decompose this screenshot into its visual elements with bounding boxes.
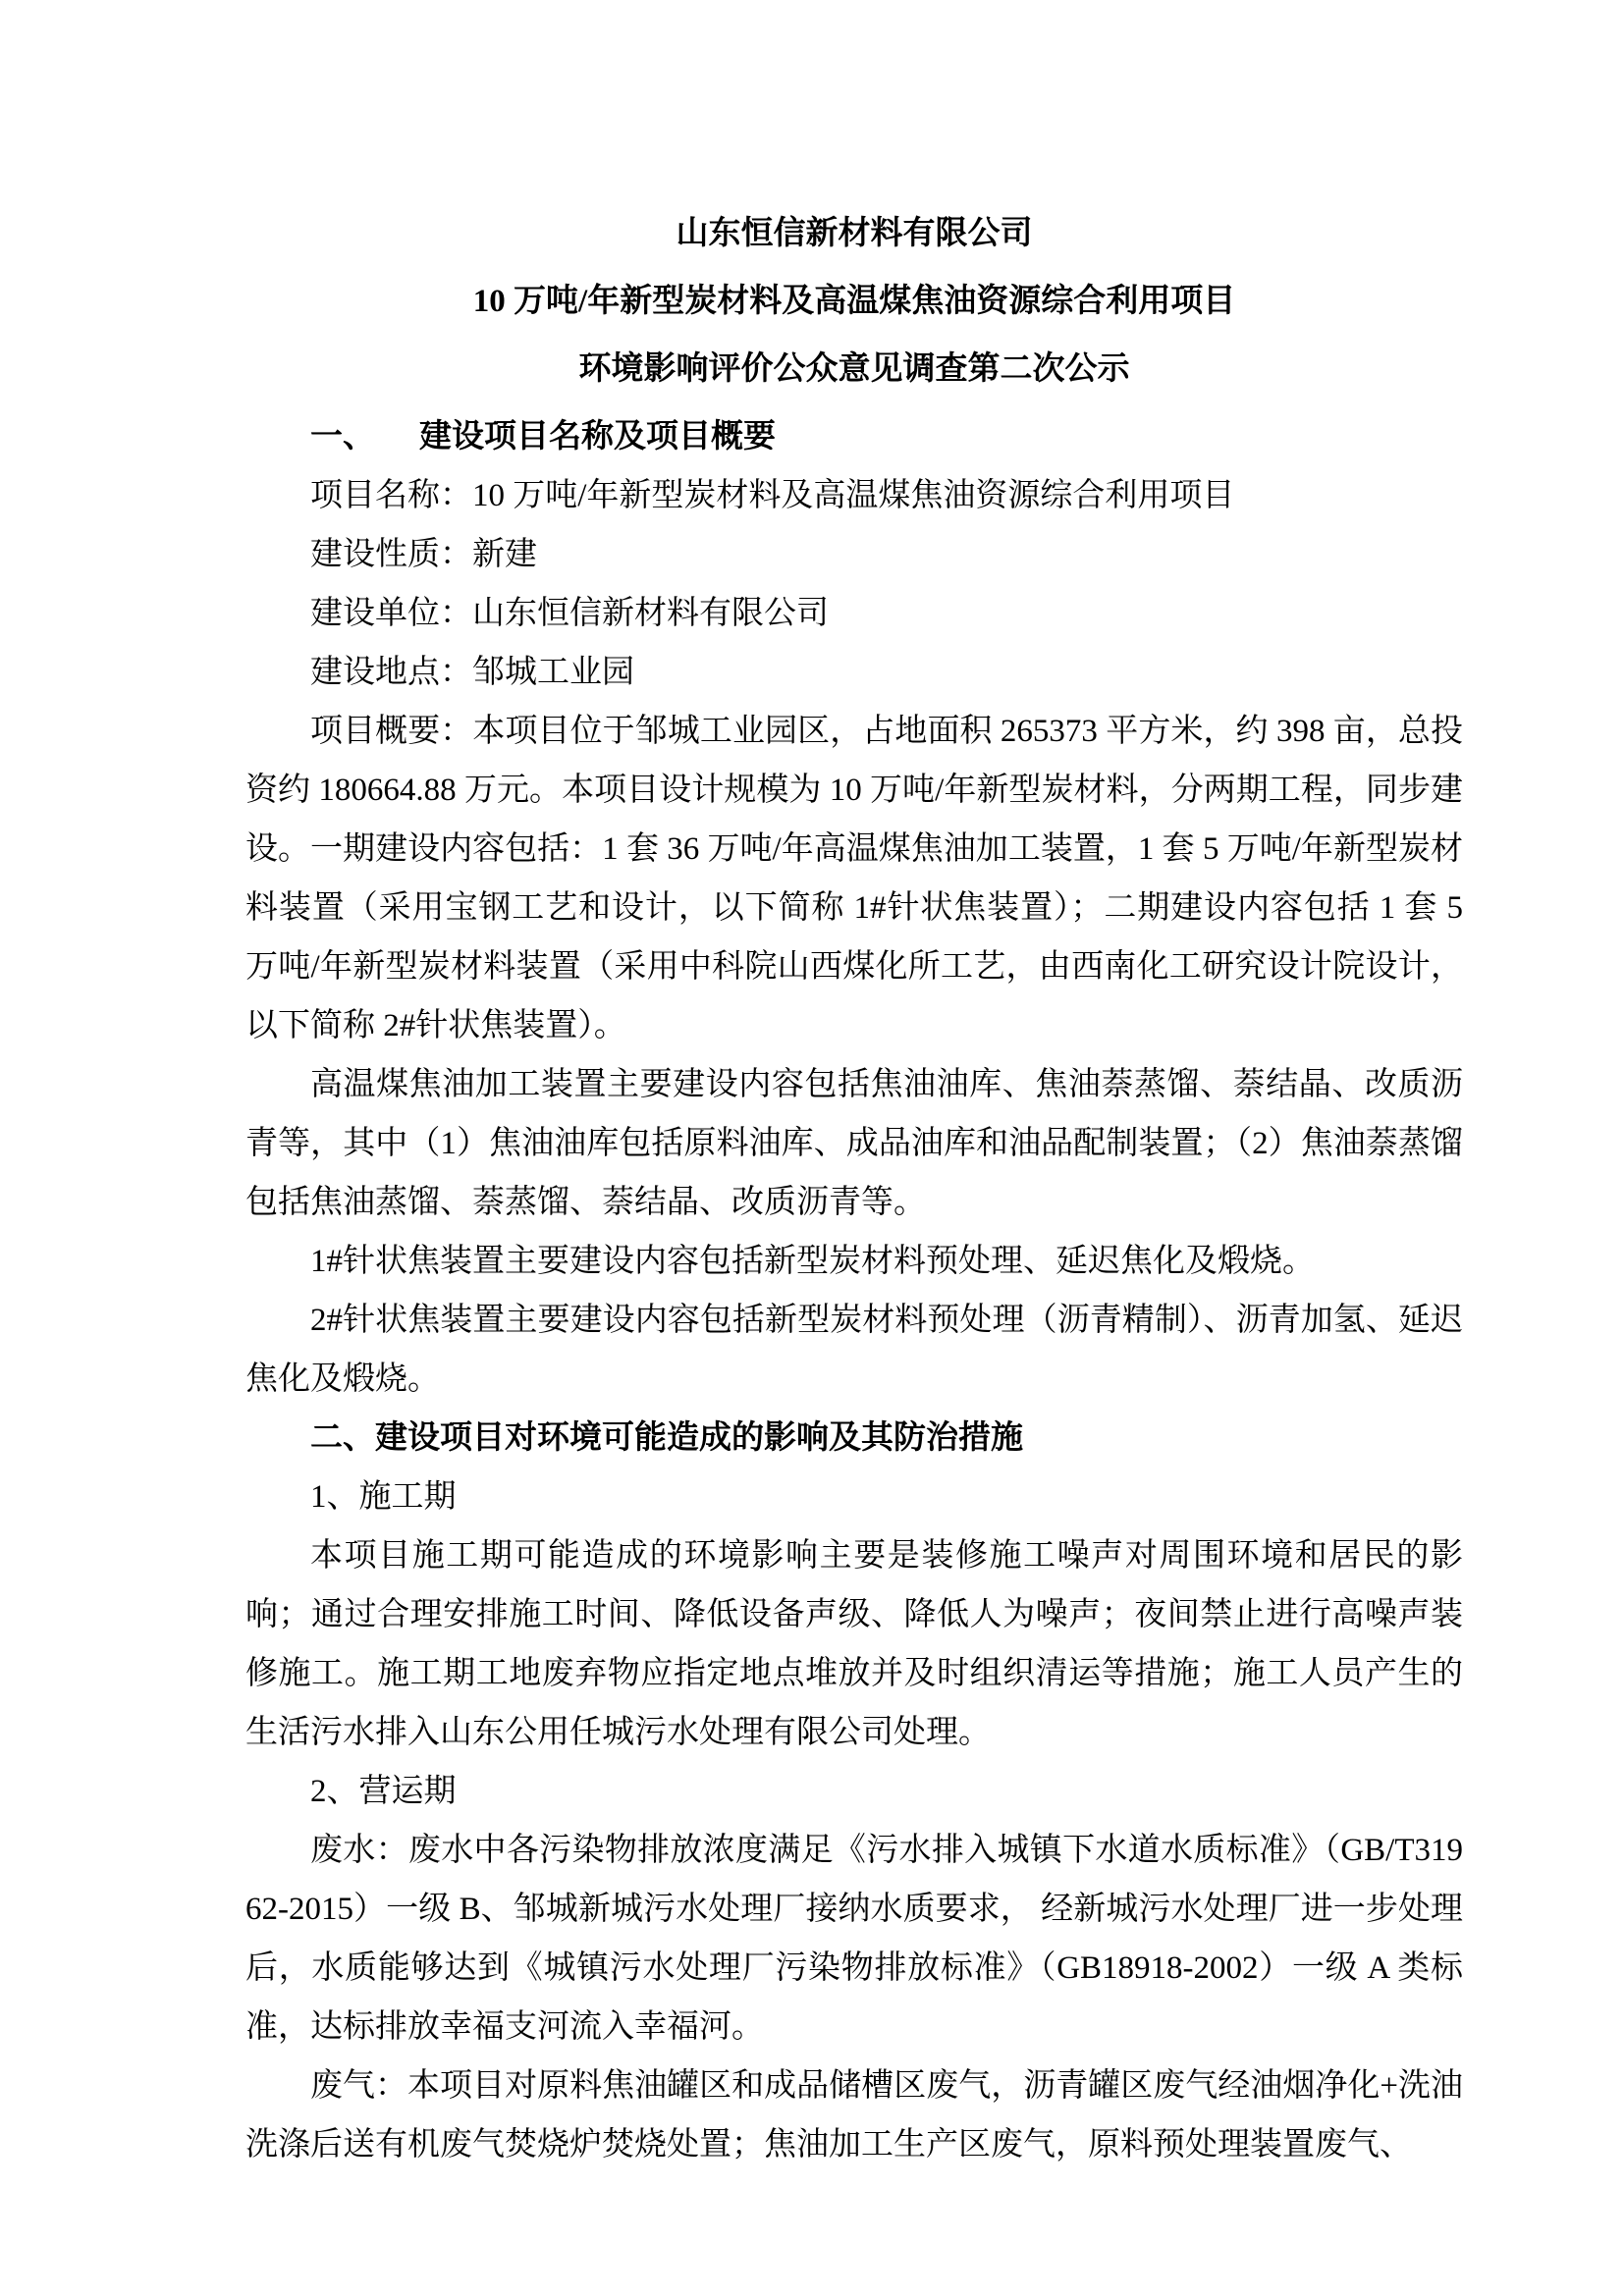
para-tar-processing: 高温煤焦油加工装置主要建设内容包括焦油油库、焦油萘蒸馏、萘结晶、改质沥青等，其中（1）焦油油库包括原料油库、成品油库和油品配制装置；（2）焦油萘蒸馏包括焦油蒸馏、萘蒸馏、萘结晶、改质沥青等。	[245, 1067, 1463, 1220]
para-waste-gas-text: 废气：本项目对原料焦油罐区和成品储槽区废气，沥青罐区废气经油烟净化+洗油洗涤后送有机废气焚烧炉焚烧处置；焦油加工生产区废气，原料预处理装置废气、	[245, 2068, 1463, 2163]
company-title: 山东恒信新材料有限公司	[676, 216, 1033, 251]
para-construction-period-text: 本项目施工期可能造成的环境影响主要是装修施工噪声对周围环境和居民的影响；通过合理安排施工时间、降低设备声级、降低人为噪声；夜间禁止进行高噪声装修施工。施工期工地废弃物应指定地点堆放并及时组织清运等措施；施工人员产生的生活污水排入山东公用任城污水处理有限公司处理。	[245, 1538, 1463, 1750]
para-needle-coke-1: 1#针状焦装置主要建设内容包括新型炭材料预处理、延迟焦化及煅烧。	[310, 1244, 1315, 1279]
para-project-name: 项目名称：10 万吨/年新型炭材料及高温煤焦油资源综合利用项目	[310, 478, 1235, 513]
section1-heading-title: 建设项目名称及项目概要	[419, 419, 776, 454]
para-operation-period-label: 2、营运期	[310, 1774, 457, 1809]
para-construction-unit: 建设单位：山东恒信新材料有限公司	[310, 596, 829, 631]
para-construction-nature: 建设性质：新建	[310, 537, 537, 572]
document-content	[245, 204, 1463, 2174]
section2-heading: 二、建设项目对环境可能造成的影响及其防治措施	[310, 1420, 1023, 1456]
para-needle-coke-2: 2#针状焦装置主要建设内容包括新型炭材料预处理（沥青精制）、沥青加氢、延迟焦化及煅烧。	[245, 1303, 1463, 1397]
para-construction-site: 建设地点：邹城工业园	[310, 655, 634, 690]
para-project-overview: 项目概要：本项目位于邹城工业园区，占地面积 265373 平方米，约 398 亩，总投资约 180664.88 万元。本项目设计规模为 10 万吨/年新型炭材料，分两期工程，同步建设。一期建设内容包括：1 套 36 万吨/年高温煤焦油加工装置，1 套 5 万吨/年新型炭材料装置（采用宝钢工艺和设计，以下简称 1#针状焦装置）；二期建设内容包括 1 套 5 万吨/年新型炭材料装置（采用中科院山西煤化所工艺，由西南化工研究设计院设计，以下简称 2#针状焦装置）。	[245, 714, 1463, 1043]
para-construction-period-label: 1、施工期	[310, 1479, 457, 1515]
section1-heading	[245, 407, 1463, 466]
project-title: 10 万吨/年新型炭材料及高温煤焦油资源综合利用项目	[472, 284, 1236, 319]
para-wastewater-text: 废水：废水中各污染物排放浓度满足《污水排入城镇下水道水质标准》（GB/T31962-2015）一级 B、邹城新城污水处理厂接纳水质要求， 经新城污水处理厂进一步处理后，水质能够达到《城镇污水处理厂污染物排放标准》（GB18918-2002）一级 A 类标准，达标排放幸福支河流入幸福河。	[245, 1833, 1463, 2045]
section1-heading-number: 一、	[310, 419, 375, 454]
notice-title: 环境影响评价公众意见调查第二次公示	[578, 351, 1130, 387]
